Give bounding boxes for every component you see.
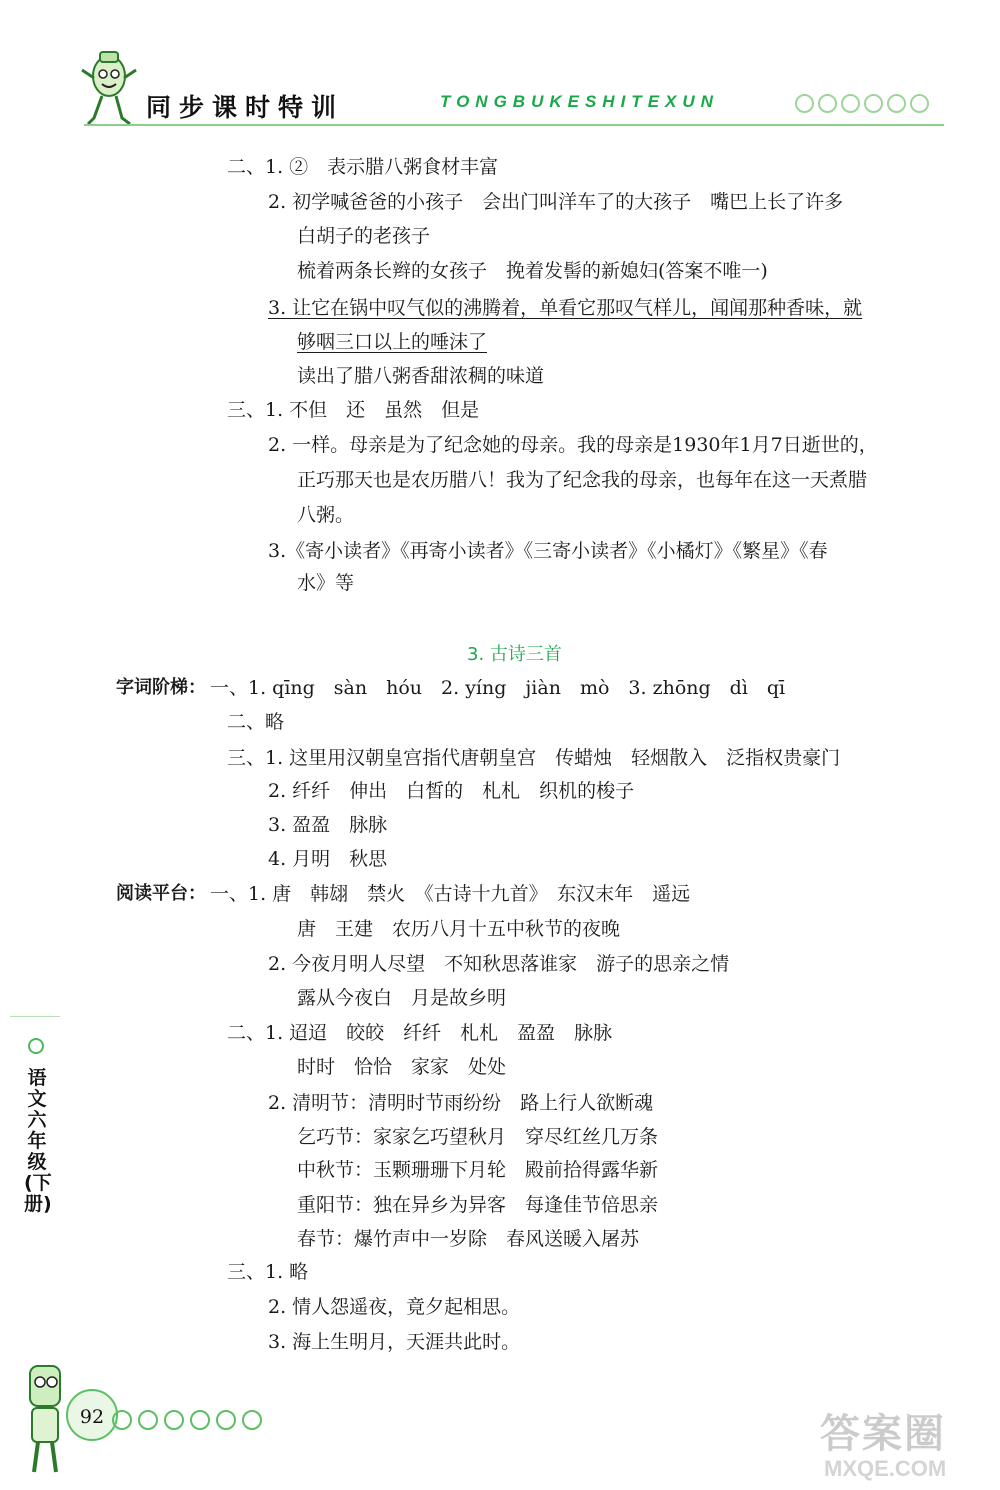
answer-line: 3. 盈盈 脉脉 bbox=[268, 814, 388, 836]
answer-line: 春节：爆竹声中一岁除 春风送暖入屠苏 bbox=[297, 1228, 640, 1250]
answer-line: 够咽三口以上的唾沫了 bbox=[297, 331, 488, 353]
answer-line: 2. 今夜月明人尽望 不知秋思落谁家 游子的思亲之情 bbox=[268, 953, 730, 975]
answer-line: 2. 情人怨遥夜，竟夕起相思。 bbox=[268, 1296, 521, 1318]
answer-line: 重阳节：独在异乡为异客 每逢佳节倍思亲 bbox=[297, 1194, 659, 1216]
circle-icon bbox=[28, 1038, 44, 1054]
watermark-url: MXQE.COM bbox=[824, 1456, 947, 1481]
answer-line: 2. 纤纤 伸出 白皙的 札札 织机的梭子 bbox=[268, 780, 635, 802]
circle-icon bbox=[242, 1410, 262, 1430]
sidebar-subject: 语文 六年级(下册) bbox=[24, 1067, 52, 1215]
answer-line: 梳着两条长辫的女孩子 挽着发髻的新媳妇(答案不唯一) bbox=[297, 260, 768, 282]
answer-line: 一、1. qīng sàn hóu 2. yíng jiàn mò 3. zhōng dì qī bbox=[210, 677, 786, 699]
section-title: 3. 古诗三首 bbox=[467, 644, 562, 665]
answer-line: 三、1. 不但 还 虽然 但是 bbox=[227, 399, 480, 421]
watermark-logo: 答案圈 bbox=[820, 1411, 946, 1457]
answer-line: 三、1. 这里用汉朝皇宫指代唐朝皇宫 传蜡烛 轻烟散入 泛指权贵豪门 bbox=[227, 747, 841, 769]
answer-line: 中秋节：玉颗珊珊下月轮 殿前拾得露华新 bbox=[297, 1159, 659, 1181]
answer-line: 三、1. 略 bbox=[227, 1261, 309, 1283]
circle-icon bbox=[138, 1410, 158, 1430]
answer-line: 二、1. 迢迢 皎皎 纤纤 札札 盈盈 脉脉 bbox=[227, 1022, 613, 1044]
answer-line: 一、1. 唐 韩翃 禁火 《古诗十九首》 东汉末年 遥远 bbox=[210, 883, 691, 905]
circle-icon bbox=[164, 1410, 184, 1430]
answer-line: 二、1. ② 表示腊八粥食材丰富 bbox=[227, 156, 499, 178]
watermark bbox=[820, 1402, 990, 1488]
answer-line: 唐 王建 农历八月十五中秋节的夜晚 bbox=[297, 918, 621, 940]
answer-line: 白胡子的老孩子 bbox=[297, 225, 431, 247]
answer-line: 正巧那天也是农历腊八！我为了纪念我的母亲，也每年在这一天煮腊 bbox=[297, 469, 868, 491]
answer-line: 2. 初学喊爸爸的小孩子 会出门叫洋车了的大孩子 嘴巴上长了许多 bbox=[268, 191, 844, 213]
header-pinyin: TONGBUKESHITEXUN bbox=[440, 92, 719, 111]
sidebar-divider bbox=[10, 1016, 60, 1017]
answer-line: 2. 一样。母亲是为了纪念她的母亲。我的母亲是1930年1月7日逝世的， bbox=[268, 434, 878, 456]
answer-line: 乞巧节：家家乞巧望秋月 穿尽红丝几万条 bbox=[297, 1126, 659, 1148]
answer-line: 3. 海上生明月，天涯共此时。 bbox=[268, 1331, 521, 1353]
section-label-reading: 阅读平台： bbox=[116, 883, 206, 904]
answer-line: 时时 恰恰 家家 处处 bbox=[297, 1056, 507, 1078]
answer-line: 二、略 bbox=[227, 711, 285, 733]
header-title: 同步课时特训 bbox=[146, 93, 345, 122]
section-label-vocabulary: 字词阶梯： bbox=[116, 677, 206, 698]
answer-line: 露从今夜白 月是故乡明 bbox=[297, 987, 507, 1009]
circle-icon bbox=[216, 1410, 236, 1430]
circle-icon bbox=[190, 1410, 210, 1430]
answer-line: 八粥。 bbox=[297, 504, 355, 526]
answer-line: 4. 月明 秋思 bbox=[268, 848, 388, 870]
answer-line: 水》等 bbox=[297, 572, 355, 594]
circle-icon bbox=[112, 1410, 132, 1430]
footer-circle-decoration bbox=[112, 1410, 262, 1430]
answer-line: 3. 让它在锅中叹气似的沸腾着，单看它那叹气样儿，闻闻那种香味，就 bbox=[268, 297, 863, 319]
answer-line: 读出了腊八粥香甜浓稠的味道 bbox=[297, 365, 545, 387]
answer-line: 3.《寄小读者》《再寄小读者》《三寄小读者》《小橘灯》《繁星》《春 bbox=[268, 540, 828, 562]
page-number: 92 bbox=[66, 1389, 118, 1441]
answer-line: 2. 清明节：清明时节雨纷纷 路上行人欲断魂 bbox=[268, 1092, 654, 1114]
